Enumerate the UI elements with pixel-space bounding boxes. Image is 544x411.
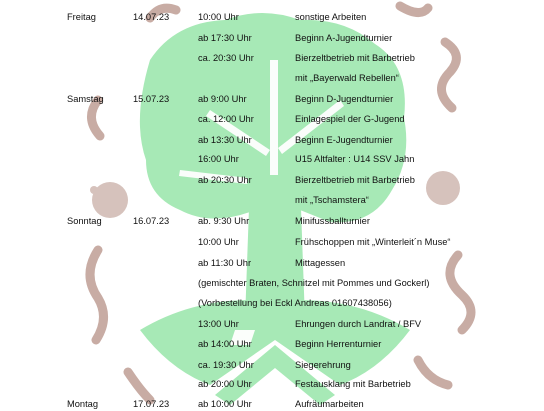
event-label: Minifussballturnier xyxy=(295,216,370,226)
time-label: ca. 20:30 Uhr xyxy=(198,53,254,63)
event-label: Festausklang mit Barbetrieb xyxy=(295,379,411,389)
schedule-row xyxy=(0,235,544,249)
time-label: 10:00 Uhr xyxy=(198,12,239,22)
time-label: ab 9:00 Uhr xyxy=(198,94,247,104)
schedule-row xyxy=(0,214,544,228)
schedule-row xyxy=(0,337,544,351)
time-label: ca. 19:30 Uhr xyxy=(198,360,254,370)
event-label: Beginn E-Jugendturnier xyxy=(295,135,393,145)
schedule-row xyxy=(0,152,544,166)
event-label: mit „Tschamstera“ xyxy=(295,195,369,205)
event-label: Siegerehrung xyxy=(295,360,351,370)
time-label: 13:00 Uhr xyxy=(198,319,239,329)
schedule-row xyxy=(0,10,544,24)
event-label: Ehrungen durch Landrat / BFV xyxy=(295,319,422,329)
day-label: Montag xyxy=(67,399,99,409)
time-label: ab 11:30 Uhr xyxy=(198,258,252,268)
day-label: Samstag xyxy=(67,94,104,104)
time-label: ab. 9:30 Uhr xyxy=(198,216,250,226)
date-label: 15.07.23 xyxy=(133,94,170,104)
event-label: Beginn Herrenturnier xyxy=(295,339,382,349)
day-label: Freitag xyxy=(67,12,96,22)
schedule-note xyxy=(0,296,544,310)
schedule-row xyxy=(0,92,544,106)
time-label: ab 14:00 Uhr xyxy=(198,339,252,349)
schedule-row xyxy=(0,51,544,65)
event-label: Einlagespiel der G-Jugend xyxy=(295,114,405,124)
schedule-row xyxy=(0,112,544,126)
schedule-note xyxy=(0,276,544,290)
schedule-row xyxy=(0,71,544,85)
schedule-row xyxy=(0,377,544,391)
schedule-row xyxy=(0,358,544,372)
schedule-row xyxy=(0,397,544,411)
time-label: 16:00 Uhr xyxy=(198,154,239,164)
event-label: U15 Altfalter : U14 SSV Jahn xyxy=(295,154,415,164)
time-label: ab 17:30 Uhr xyxy=(198,33,252,43)
schedule-row xyxy=(0,256,544,270)
event-label: Frühschoppen mit „Winterleit´n Muse“ xyxy=(295,237,451,247)
schedule-row xyxy=(0,173,544,187)
schedule-row xyxy=(0,133,544,147)
time-label: ab 10:00 Uhr xyxy=(198,399,252,409)
schedule-row xyxy=(0,317,544,331)
event-label: Aufräumarbeiten xyxy=(295,399,364,409)
note-label: (gemischter Braten, Schnitzel mit Pommes und Gockerl) xyxy=(198,278,430,288)
event-label: sonstige Arbeiten xyxy=(295,12,367,22)
schedule-row xyxy=(0,193,544,207)
time-label: ab 13:30 Uhr xyxy=(198,135,252,145)
event-label: Beginn D-Jugendturnier xyxy=(295,94,394,104)
event-label: Bierzeltbetrieb mit Barbetrieb xyxy=(295,53,415,63)
event-label: Bierzeltbetrieb mit Barbetrieb xyxy=(295,175,415,185)
date-label: 14.07.23 xyxy=(133,12,170,22)
note-label: (Vorbestellung bei Eckl Andreas 01607438056) xyxy=(198,298,392,308)
day-label: Sonntag xyxy=(67,216,102,226)
time-label: ab 20:30 Uhr xyxy=(198,175,252,185)
date-label: 16.07.23 xyxy=(133,216,170,226)
event-label: Mittagessen xyxy=(295,258,346,268)
time-label: 10:00 Uhr xyxy=(198,237,239,247)
time-label: ca. 12:00 Uhr xyxy=(198,114,254,124)
time-label: ab 20:00 Uhr xyxy=(198,379,252,389)
date-label: 17.07.23 xyxy=(133,399,170,409)
event-label: mit „Bayerwald Rebellen“ xyxy=(295,73,399,83)
schedule-row xyxy=(0,31,544,45)
event-label: Beginn A-Jugendturnier xyxy=(295,33,393,43)
